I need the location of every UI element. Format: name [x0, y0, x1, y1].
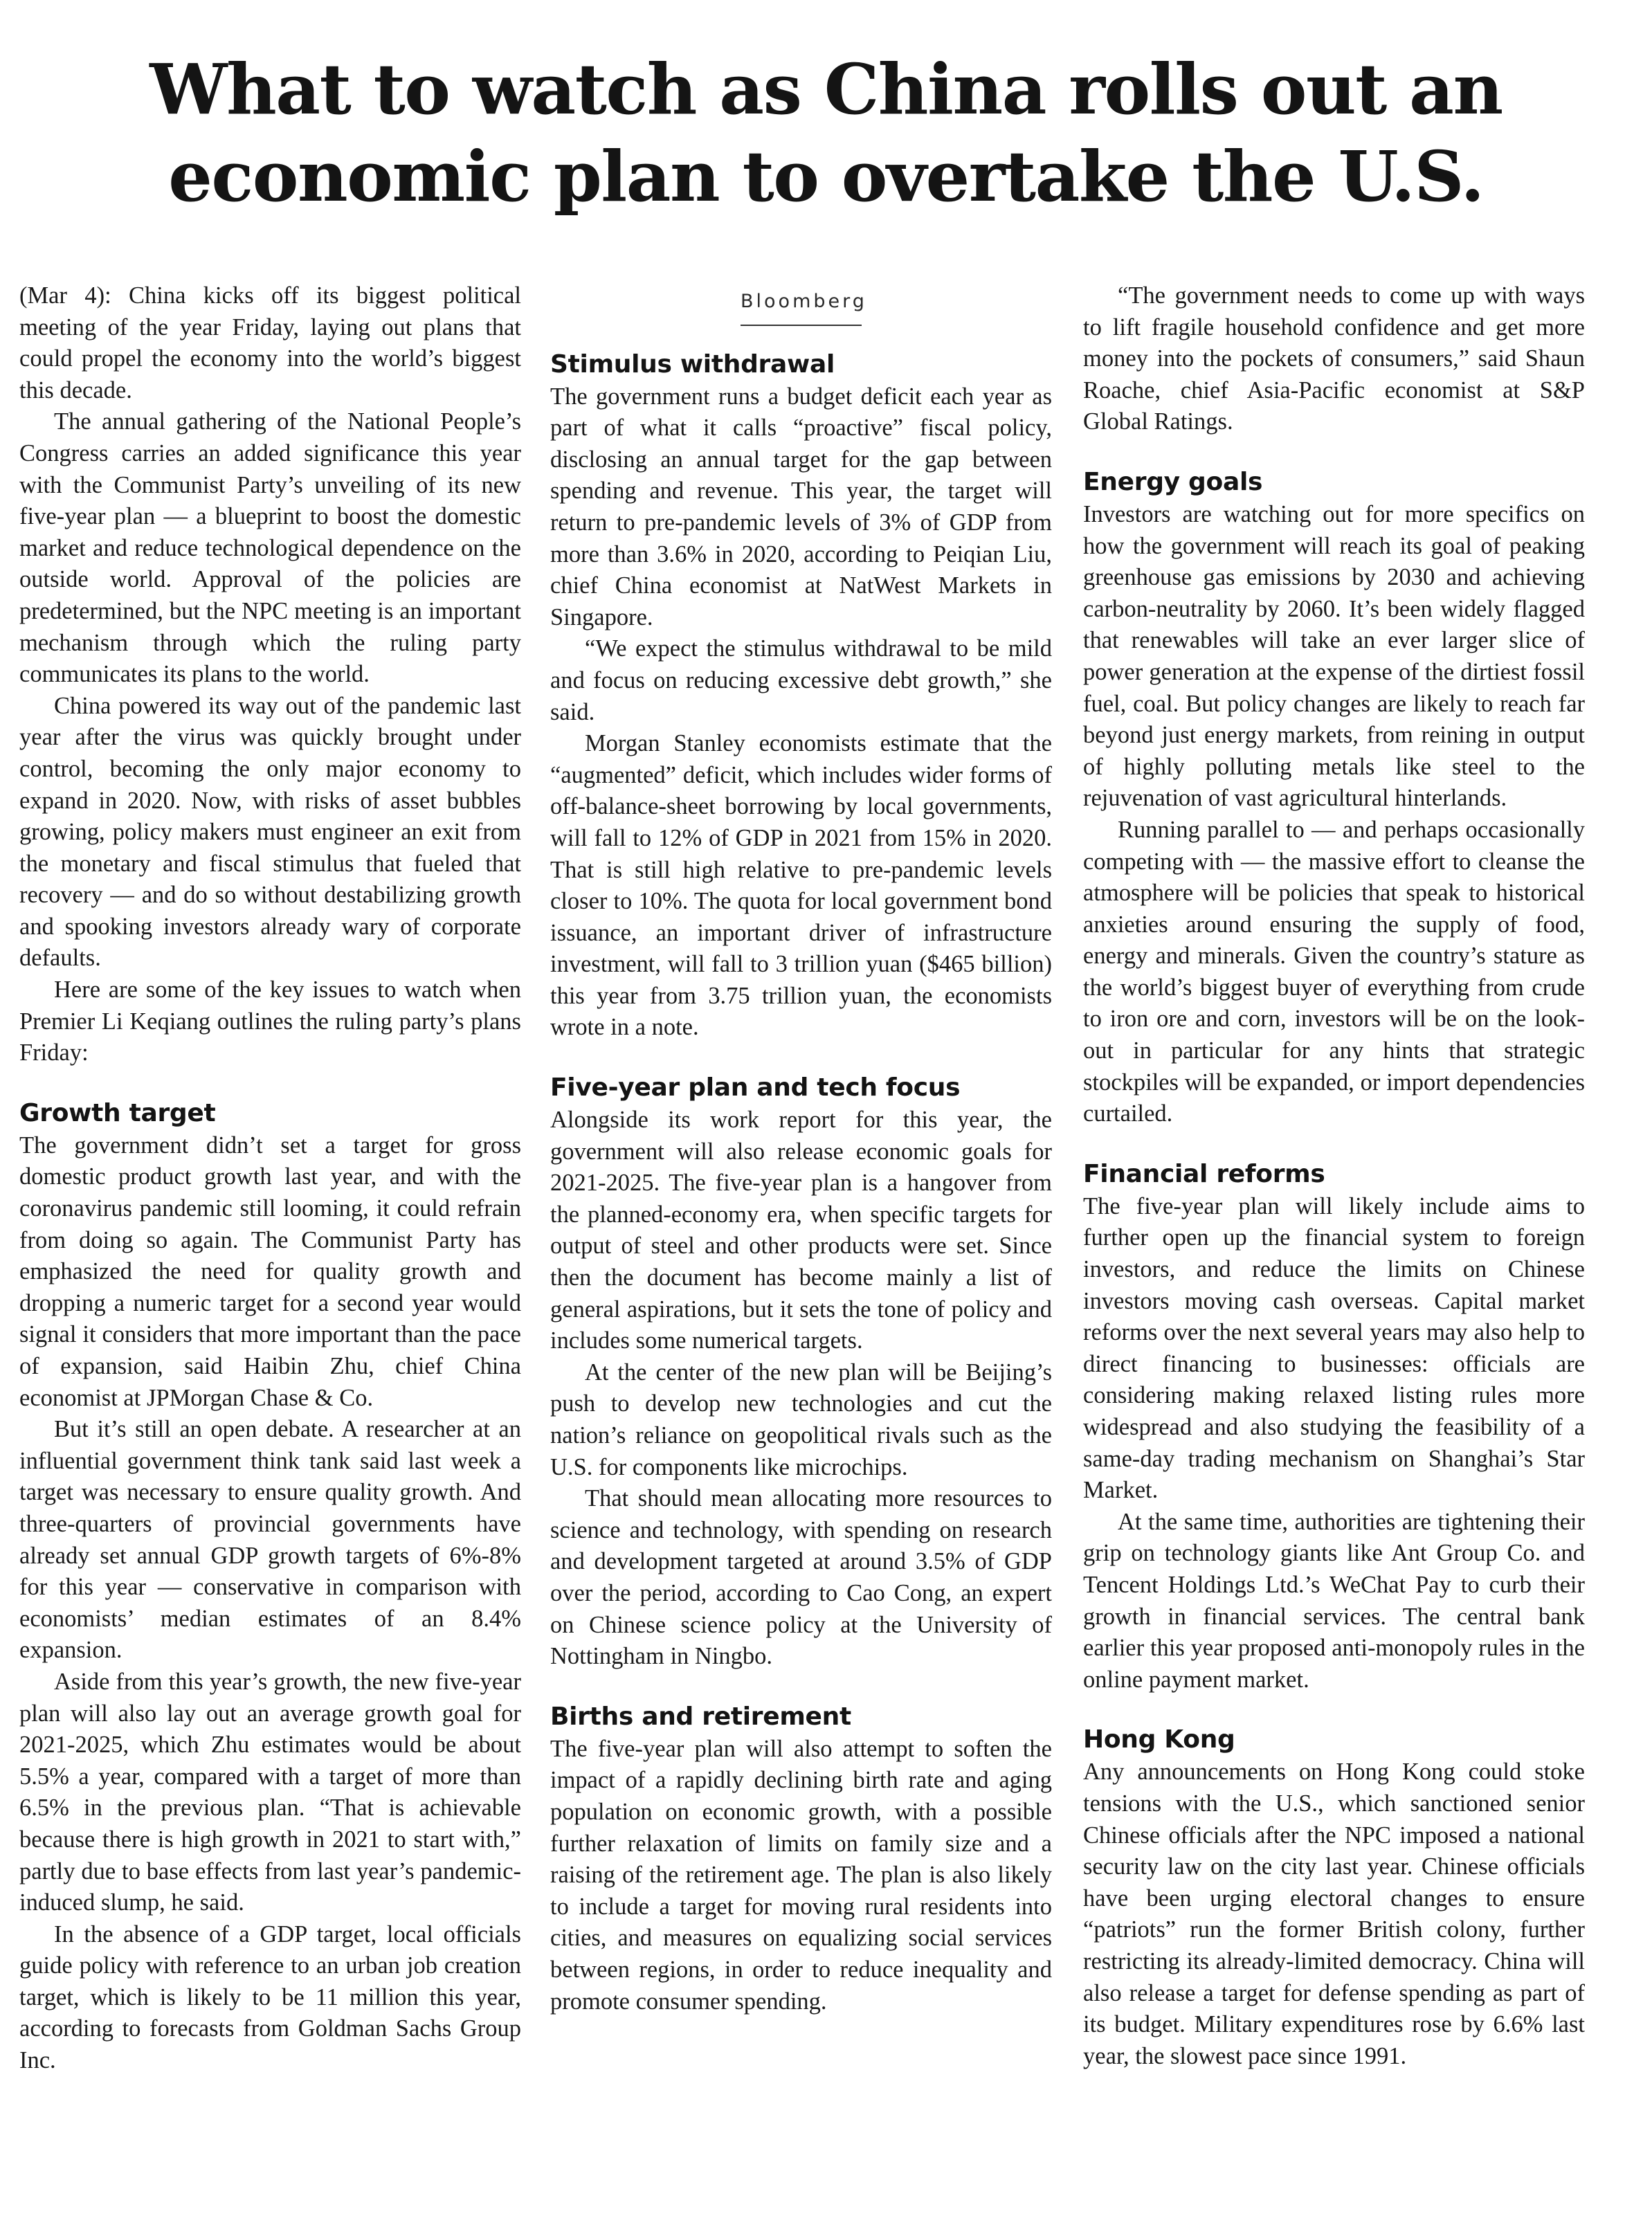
- body-paragraph: Alongside its work report for this year, the government will also release economic goals for 2021-2025. The five-year plan is a hangover from the planned-economy era, when specific targets for output of steel and other products were set. Since then the document has become mainly a list of general aspirations, but it sets the tone of policy and includes some numerical targets.: [550, 1107, 1052, 1354]
- body-paragraph: At the same time, authorities are tightening their grip on technology giants like Ant Group Co. and Tencent Holdings Ltd.’s WeChat Pay to curb their growth in financial services. The central bank earlier this year proposed anti-monopoly rules in the online payment market.: [1083, 1508, 1585, 1693]
- source-credit: Bloomberg: [741, 286, 862, 326]
- body-paragraph: Here are some of the key issues to watch when Premier Li Keqiang outlines the ruling party’s plans Friday:: [19, 977, 521, 1066]
- headline-line-2: economic plan to overtake the U.S.: [168, 136, 1484, 217]
- body-paragraph: But it’s still an open debate. A researcher at an influential government think tank said last week a target was necessary to ensure quality growth. And three-quarters of provincial governments have already set annual GDP growth targets of 6%-8% for this year — conservative in comparison with economists’ median estimates of an 8.4% expansion.: [19, 1416, 521, 1664]
- headline-line-1: What to watch as China rolls out an: [149, 48, 1503, 130]
- article-column-1: [19, 280, 521, 2077]
- section-heading-births-retirement: Births and retirement: [550, 1702, 851, 1731]
- body-paragraph: At the center of the new plan will be Beijing’s push to develop new technologies and cut the nation’s reliance on geopolitical rivals such as the U.S. for components like microchips.: [550, 1359, 1052, 1480]
- intro-paragraph: (Mar 4): China kicks off its biggest political meeting of the year Friday, laying out plans that could propel the economy into the world’s biggest this decade.: [19, 282, 521, 403]
- body-paragraph: Any announcements on Hong Kong could stoke tensions with the U.S., which sanctioned senior Chinese officials after the NPC imposed a national security law on the city last year. Chinese officials have been urging electoral changes to ensure “patriots” run the former British colony, further restricting its already-limited democracy. China will also release a target for defense spending as part of its budget. Military expenditures rose by 6.6% last year, the slowest pace since 1991.: [1083, 1759, 1585, 2069]
- body-paragraph: Aside from this year’s growth, the new five-year plan will also lay out an average growth goal for 2021-2025, which Zhu estimates would be about 5.5% a year, compared with a target of more than 6.5% in the previous plan. “That is achievable because there is high growth in 2021 to start with,” partly due to base effects from last year’s pandemic-induced slump, he said.: [19, 1668, 521, 1916]
- body-paragraph: Morgan Stanley economists estimate that the “augmented” deficit, which includes wider forms of off-balance-sheet borrowing by local governments, will fall to 12% of GDP in 2021 from 15% in 2020. That is still high relative to pre-pandemic levels closer to 10%. The quota for local government bond issuance, an important driver of infrastructure investment, will fall to 3 trillion yuan ($465 billion) this year from 3.75 trillion yuan, the economists wrote in a note.: [550, 730, 1052, 1041]
- body-paragraph: That should mean allocating more resources to science and technology, with spending on research and development targeted at around 3.5% of GDP over the period, according to Cao Cong, an expert on Chinese science policy at the University of Nottingham in Ningbo.: [550, 1485, 1052, 1670]
- headline: [0, 46, 1652, 220]
- body-paragraph: “The government needs to come up with ways to lift fragile household confidence and get more money into the pockets of consumers,” said Shaun Roache, chief Asia-Pacific economist at S&P Global Ratings.: [1083, 282, 1585, 435]
- section-heading-financial-reforms: Financial reforms: [1083, 1159, 1325, 1188]
- body-paragraph: The government runs a budget deficit each year as part of what it calls “proactive” fiscal policy, disclosing an annual target for the gap between spending and revenue. This year, the target will return to pre-pandemic levels of 3% of GDP from more than 3.6% in 2020, according to Peiqian Liu, chief China economist at NatWest Markets in Singapore.: [550, 383, 1052, 630]
- body-paragraph: The five-year plan will likely include aims to further open up the financial system to foreign investors, and reduce the limits on Chinese investors moving cash overseas. Capital market reforms over the next several years may also help to direct financing to businesses: officials are considering making relaxed listing rules more widespread and also studying the feasibility of a same-day trading mechanism on Shanghai’s Star Market.: [1083, 1192, 1585, 1504]
- body-paragraph: China powered its way out of the pandemic last year after the virus was quickly brought under control, becoming the only major economy to expand in 2020. Now, with risks of asset bubbles growing, policy makers must engineer an exit from the monetary and fiscal stimulus that fueled that recovery — and do so without destabilizing growth and spooking investors already wary of corporate defaults.: [19, 692, 521, 972]
- article-column-2: [550, 280, 1052, 2017]
- body-paragraph: The five-year plan will also attempt to soften the impact of a rapidly declining birth rate and aging population on economic growth, with a possible further relaxation of limits on family size and a raising of the retirement age. The plan is also likely to include a target for moving rural residents into cities, and measures on equalizing social services between regions, in order to reduce inequality and promote consumer spending.: [550, 1735, 1052, 2015]
- body-paragraph: In the absence of a GDP target, local officials guide policy with reference to an urban job creation target, which is likely to be 11 million this year, according to forecasts from Goldman Sachs Group Inc.: [19, 1920, 521, 2074]
- section-heading-stimulus-withdrawal: Stimulus withdrawal: [550, 349, 835, 379]
- body-paragraph: Investors are watching out for more specifics on how the government will reach its goal of peaking greenhouse gas emissions by 2030 and achieving carbon-neutrality by 2060. It’s been widely flagged that renewables will take an ever larger slice of power generation at the expense of the dirtiest fossil fuel, coal. But policy changes are likely to reach far beyond just energy markets, from reining in output of highly polluting metals like steel to the rejuvenation of vast agricultural hinterlands.: [1083, 500, 1585, 812]
- section-heading-five-year-plan: Five-year plan and tech focus: [550, 1073, 961, 1102]
- body-paragraph: The annual gathering of the National People’s Congress carries an added significance this year with the Communist Party’s unveiling of its new five-year plan — a blueprint to boost the domestic market and reduce technological dependence on the outside world. Approval of the policies are predetermined, but the NPC meeting is an important mechanism through which the ruling party communicates its plans to the world.: [19, 408, 521, 688]
- body-paragraph: Running parallel to — and perhaps occasionally competing with — the massive effort to cleanse the atmosphere will be policies that speak to historical anxieties around ensuring the supply of food, energy and minerals. Given the country’s stature as the world’s biggest buyer of everything from crude to iron ore and corn, investors will be on the look-out in particular for any hints that strategic stockpiles will be expanded, or import dependencies curtailed.: [1083, 816, 1585, 1127]
- article-column-3: [1083, 280, 1585, 2072]
- body-paragraph: The government didn’t set a target for gross domestic product growth last year, and with the coronavirus pandemic still looming, it could refrain from doing so again. The Communist Party has emphasized the need for quality growth and dropping a numeric target for a second year would signal it considers that more important than the pace of expansion, said Haibin Zhu, chief China economist at JPMorgan Chase & Co.: [19, 1132, 521, 1411]
- section-heading-hong-kong: Hong Kong: [1083, 1725, 1235, 1754]
- section-heading-energy-goals: Energy goals: [1083, 467, 1263, 496]
- body-paragraph: “We expect the stimulus withdrawal to be mild and focus on reducing excessive debt growth,” she said.: [550, 635, 1052, 725]
- section-heading-growth-target: Growth target: [19, 1098, 216, 1127]
